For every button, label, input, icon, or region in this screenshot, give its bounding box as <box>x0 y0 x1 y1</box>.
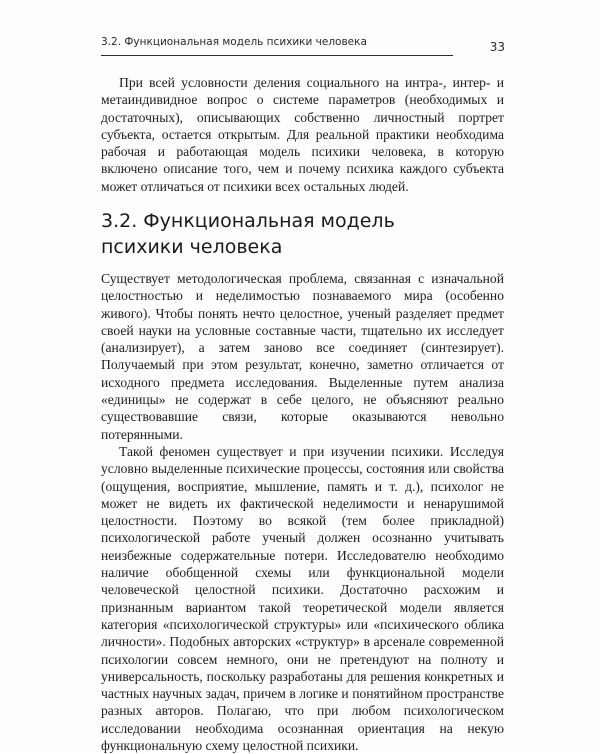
section-heading-line-2: психики человека <box>101 236 283 258</box>
body-paragraph-1: Существует методологическая проблема, связанная с изначальной целостностью и неделимостью познаваемого мира (особенно живого). Чтобы понять нечто целостное, ученый разделяет предмет своей науки на условные составные части, тщательно их исследует (анализирует), а затем заново все соединяет (синтезирует). Получаемый при этом результат, конечно, заметно отличается от исходного предмета исследования. Выделенные путем анализа «единицы» не содержат в себе целого, не объясняют реально существовавшие связи, которые оказываются невольно потерянными. <box>101 271 504 442</box>
intro-text-block <box>101 74 504 195</box>
section-body <box>101 270 504 754</box>
section-heading <box>101 208 504 260</box>
page-number: 33 <box>489 40 505 54</box>
intro-paragraph: При всей условности деления социального на интра-, интер- и метаиндивидное вопрос о системе параметров (необходимых и достаточных), описывающих собственно личностный портрет субъекта, остается открытым. Для реальной практики необходима рабочая и работающая модель психики человека, в которую включено описание того, чем и почему психика каждого субъекта может отличаться от психики всех остальных людей. <box>101 75 504 194</box>
running-head: 3.2. Функциональная модель психики человека <box>101 35 453 56</box>
section-heading-line-1: 3.2. Функциональная модель <box>101 210 395 232</box>
body-paragraph-2: Такой феномен существует и при изучении психики. Исследуя условно выделенные психические процессы, состояния или свойства (ощущения, восприятие, мышление, память и т. д.), психолог не может не видеть их фактической неделимости и ненарушимой целостности. Поэтому во всякой (тем более прикладной) психологической работе ученый должен осознанно учитывать неизбежные содержательные потери. Исследователю необходимо наличие обобщенной схемы или функциональной модели человеческой целостной психики. Достаточно расхожим и признанным вариантом такой теоретической модели является категория «психологической структуры» или «психического облика личности». Подобных авторских «структур» в арсенале современной психологии совсем немного, они не претендуют на полноту и универсальность, поскольку разработаны для решения конкретных и частных научных задач, причем в логике и понятийном пространстве разных авторов. Полагаю, что при любом психологическом исследовании необходима осознанная ориентация на некую функциональную схему целостной психики. <box>101 443 504 754</box>
